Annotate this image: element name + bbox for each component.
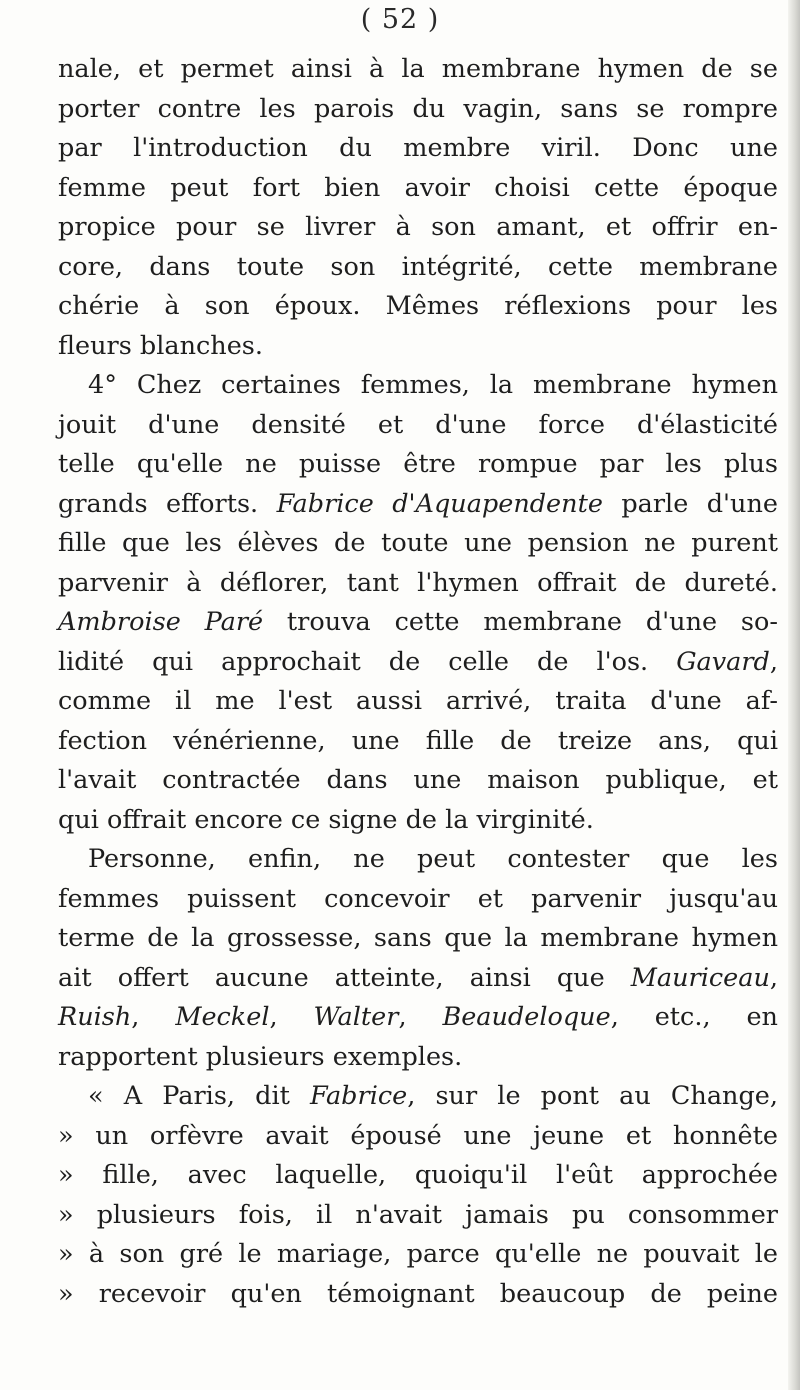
text-segment: terme de la grossesse, sans que la membrane hymen <box>58 923 778 953</box>
text-segment: parle d'une <box>602 488 778 519</box>
text-segment: Personne, enfin, ne peut contester que les <box>88 844 778 874</box>
text-line <box>58 248 778 288</box>
text-line <box>58 880 778 920</box>
text-line <box>58 287 778 327</box>
text-segment: rapportent plusieurs exemples. <box>58 1041 463 1072</box>
text-segment: 4° Chez certaines femmes, la membrane hymen <box>88 370 778 400</box>
text-line <box>58 169 778 209</box>
text-line <box>58 445 778 485</box>
text-segment: ait offert aucune atteinte, ainsi que <box>58 962 631 993</box>
text-segment: l'avait contractée dans une maison publique, et <box>58 765 778 795</box>
author-name: Ambroise Paré <box>58 607 264 637</box>
page-number: ( 52 ) <box>360 4 440 35</box>
page-edge-shadow <box>788 0 800 1390</box>
text-segment: porter contre les parois du vagin, sans se rompre <box>58 93 778 124</box>
text-segment: , <box>398 1002 443 1032</box>
text-line <box>58 1235 778 1275</box>
text-segment: , <box>769 646 778 677</box>
text-line <box>58 603 778 643</box>
text-segment: » plusieurs fois, il n'avait jamais pu consommer <box>58 1199 778 1230</box>
text-segment: lidité qui approchait de celle de l'os. <box>58 646 677 677</box>
text-line <box>58 327 778 367</box>
text-segment: » recevoir qu'en témoignant beaucoup de peine <box>58 1278 778 1309</box>
author-name: Mauriceau <box>630 962 770 993</box>
text-segment: , etc., en <box>610 1002 778 1032</box>
text-segment: » fille, avec laquelle, quoiqu'il l'eût approchée <box>58 1160 778 1190</box>
body-text <box>58 50 778 1314</box>
text-line <box>58 564 778 604</box>
text-segment: fleurs blanches. <box>58 330 263 361</box>
author-name: Fabrice <box>310 1081 408 1111</box>
text-segment: « A Paris, dit <box>88 1081 311 1111</box>
author-name: Beaudeloque <box>442 1002 611 1032</box>
text-segment: parvenir à déflorer, tant l'hymen offrait de dureté. <box>58 567 778 598</box>
text-line <box>58 761 778 801</box>
text-segment: core, dans toute son intégrité, cette membrane <box>58 251 778 282</box>
text-line <box>58 129 778 169</box>
text-segment: , <box>131 1002 176 1032</box>
text-segment: trouva cette membrane d'une so- <box>263 607 778 637</box>
text-segment: , <box>269 1002 314 1032</box>
text-line <box>58 643 778 683</box>
text-line <box>58 208 778 248</box>
text-line <box>58 50 778 90</box>
text-line <box>58 1156 778 1196</box>
text-line <box>58 1077 778 1117</box>
text-segment: qui offrait encore ce signe de la virginité. <box>58 804 594 835</box>
text-line <box>58 1275 778 1315</box>
text-segment: nale, et permet ainsi à la membrane hymen de se <box>58 54 778 84</box>
text-line <box>58 682 778 722</box>
text-segment: chérie à son époux. Mêmes réflexions pour les <box>58 291 778 321</box>
text-line <box>58 959 778 999</box>
text-line <box>58 840 778 880</box>
text-segment: grands efforts. <box>58 488 277 519</box>
text-segment: jouit d'une densité et d'une force d'élasticité <box>58 409 778 440</box>
text-segment: femmes puissent concevoir et parvenir jusqu'au <box>58 883 778 914</box>
text-line <box>58 485 778 525</box>
text-segment: , <box>769 962 778 993</box>
text-segment: par l'introduction du membre viril. Donc une <box>58 133 778 163</box>
text-line <box>58 998 778 1038</box>
text-line <box>58 722 778 762</box>
text-line <box>58 90 778 130</box>
text-line <box>58 1117 778 1157</box>
text-segment: » un orfèvre avait épousé une jeune et honnête <box>58 1120 778 1151</box>
text-segment: , sur le pont au Change, <box>407 1081 778 1111</box>
author-name: Gavard <box>676 646 770 677</box>
text-segment: telle qu'elle ne puisse être rompue par les plus <box>58 449 778 479</box>
text-line <box>58 366 778 406</box>
text-segment: propice pour se livrer à son amant, et offrir en- <box>58 212 778 242</box>
text-segment: fille que les élèves de toute une pension ne purent <box>58 528 778 558</box>
text-line <box>58 524 778 564</box>
author-name: Fabrice d'Aquapendente <box>276 488 603 519</box>
text-line <box>58 406 778 446</box>
author-name: Meckel <box>175 1002 270 1032</box>
text-line <box>58 919 778 959</box>
text-segment: » à son gré le mariage, parce qu'elle ne pouvait le <box>58 1239 778 1269</box>
text-line <box>58 801 778 841</box>
author-name: Walter <box>313 1002 399 1032</box>
author-name: Ruish <box>58 1002 132 1032</box>
text-line <box>58 1038 778 1078</box>
text-line <box>58 1196 778 1236</box>
text-segment: femme peut fort bien avoir choisi cette époque <box>58 172 778 203</box>
text-segment: comme il me l'est aussi arrivé, traita d'une af- <box>58 686 778 716</box>
text-segment: fection vénérienne, une fille de treize ans, qui <box>58 725 778 756</box>
